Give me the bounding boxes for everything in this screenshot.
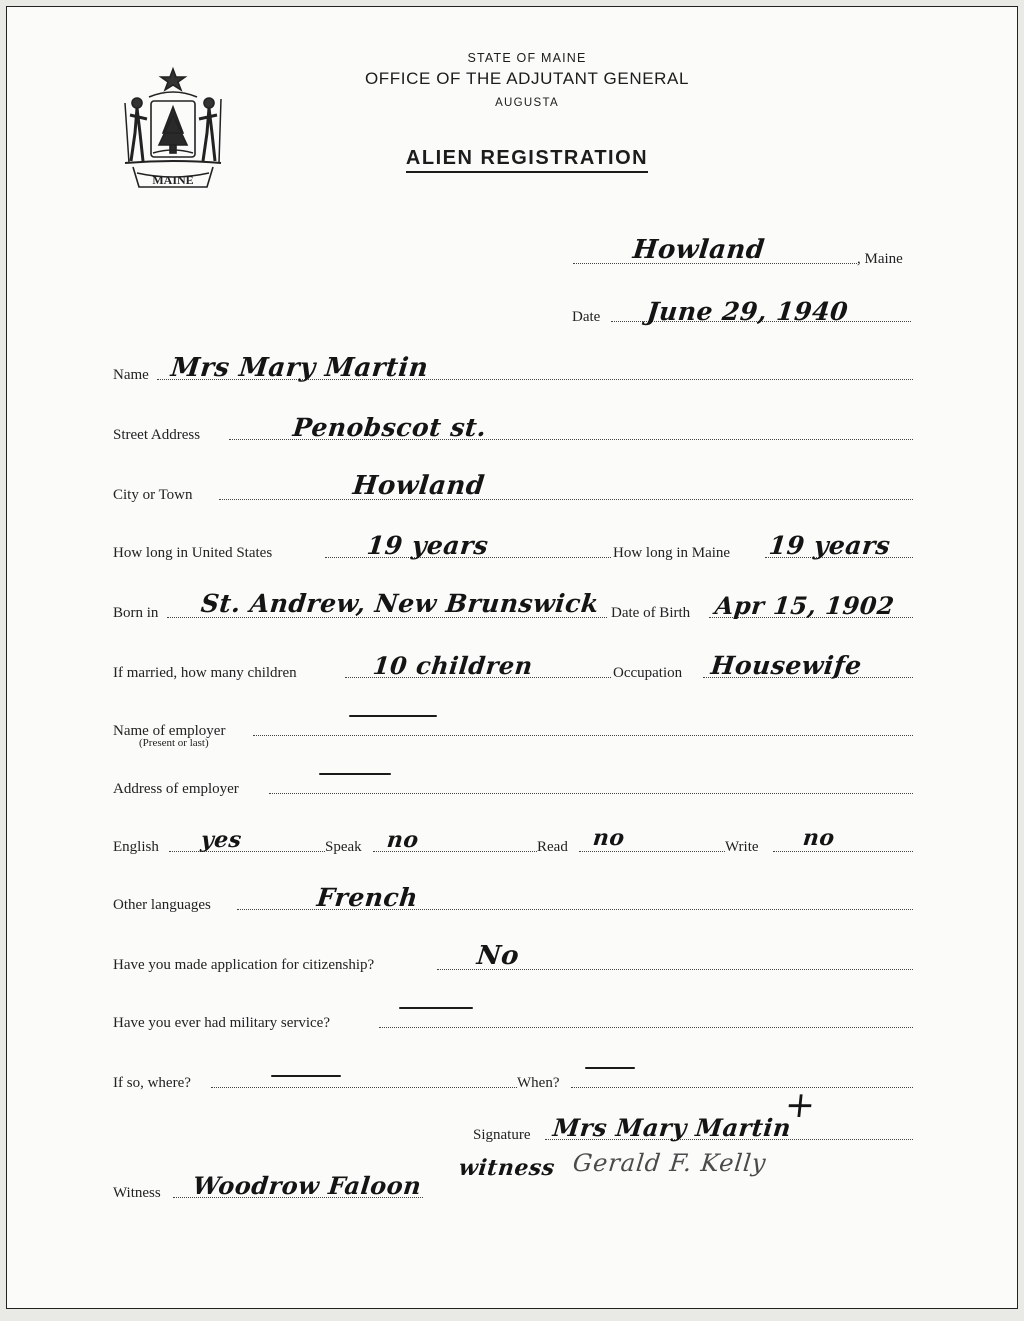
occupation-label: Occupation <box>613 665 683 681</box>
date-value: June 29, 1940 <box>645 297 850 326</box>
born-in-label: Born in <box>113 605 159 621</box>
name-label: Name <box>113 367 149 383</box>
street-value: Penobscot st. <box>291 413 488 442</box>
children-value: 10 children <box>371 651 535 680</box>
write-line <box>773 851 913 852</box>
speak-value: no <box>385 827 421 853</box>
dob-value: Apr 15, 1902 <box>713 591 896 620</box>
state-heading: STATE OF MAINE <box>467 51 587 65</box>
read-label: Read <box>537 839 568 855</box>
military-line <box>379 1027 913 1028</box>
witness-value: Woodrow Faloon <box>191 1171 423 1200</box>
office-heading: OFFICE OF THE ADJUTANT GENERAL <box>364 69 690 88</box>
when-label: When? <box>517 1075 560 1091</box>
when-dash <box>585 1067 635 1069</box>
employer-address-dash <box>319 773 391 775</box>
maine-state-seal <box>115 63 231 195</box>
employer-sublabel: (Present or last) <box>139 737 209 749</box>
employer-label: Name of employer <box>113 723 226 739</box>
how-long-us-label: How long in United States <box>113 545 273 561</box>
place-suffix: , Maine <box>857 251 903 267</box>
dob-label: Date of Birth <box>611 605 691 621</box>
citizenship-label: Have you made application for citizenship? <box>113 957 375 973</box>
how-long-maine-value: 19 years <box>767 531 892 560</box>
signature-value: Mrs Mary Martin <box>551 1113 793 1142</box>
english-value: yes <box>199 827 244 853</box>
form-title: ALIEN REGISTRATION <box>337 147 717 170</box>
military-dash <box>399 1007 473 1009</box>
city-heading: AUGUSTA <box>495 97 559 109</box>
employer-dash <box>349 715 437 717</box>
write-label: Write <box>725 839 759 855</box>
children-label: If married, how many children <box>113 665 297 681</box>
where-line <box>211 1087 517 1088</box>
born-in-value: St. Andrew, New Brunswick <box>199 589 601 618</box>
english-line <box>169 851 325 852</box>
signature-label: Signature <box>473 1127 531 1143</box>
where-label: If so, where? <box>113 1075 191 1091</box>
other-languages-label: Other languages <box>113 897 211 913</box>
employer-address-label: Address of employer <box>113 781 239 797</box>
read-line <box>579 851 725 852</box>
military-label: Have you ever had military service? <box>113 1015 330 1031</box>
witness2-name: Gerald F. Kelly <box>571 1149 768 1177</box>
witness2-prefix: witness <box>457 1155 557 1181</box>
registration-form <box>6 6 1018 1309</box>
english-label: English <box>113 839 159 855</box>
employer-line <box>253 735 913 736</box>
other-languages-value: French <box>315 883 420 912</box>
write-value: no <box>801 825 837 851</box>
witness-label: Witness <box>113 1185 161 1201</box>
how-long-maine-label: How long in Maine <box>613 545 731 561</box>
city-line <box>219 499 913 500</box>
city-label: City or Town <box>113 487 193 503</box>
when-line <box>571 1087 913 1088</box>
employer-address-line <box>269 793 913 794</box>
place-value: Howland <box>631 235 767 265</box>
street-label: Street Address <box>113 427 201 443</box>
citizenship-value: No <box>475 941 521 971</box>
occupation-value: Housewife <box>709 651 864 680</box>
svg-text:MAINE: MAINE <box>152 173 194 187</box>
where-dash <box>271 1075 341 1077</box>
name-value: Mrs Mary Martin <box>169 353 430 383</box>
signature-mark: + <box>782 1085 818 1126</box>
city-value: Howland <box>351 471 487 501</box>
date-label: Date <box>572 309 601 325</box>
how-long-us-value: 19 years <box>365 531 490 560</box>
speak-label: Speak <box>325 839 362 855</box>
read-value: no <box>591 825 627 851</box>
